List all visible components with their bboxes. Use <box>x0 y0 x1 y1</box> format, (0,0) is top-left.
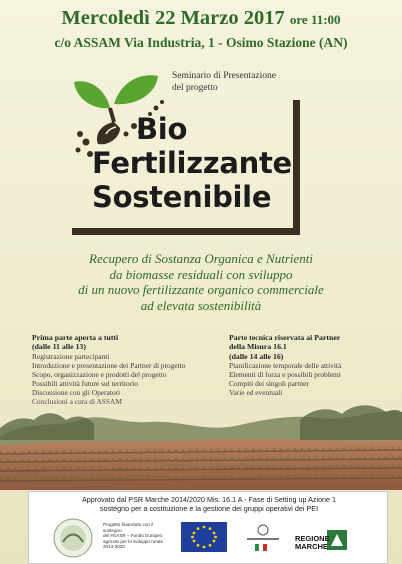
program-part-two-measure: della Misura 16.1 <box>229 342 287 352</box>
list-item: Scopo, organizzazione e prodotti del progetto <box>32 369 167 379</box>
seminar-caption <box>172 70 312 94</box>
eu-caption-line-2: del FEASR – Fondo Europeo <box>103 533 163 539</box>
seminar-line-1: Seminario di Presentazione <box>172 71 276 81</box>
list-item: Registrazione partecipanti <box>32 351 110 361</box>
ministry-emblem-icon <box>247 525 279 540</box>
program-part-one-hours: (dalle 11 alle 13) <box>32 342 86 352</box>
approval-box <box>28 491 388 564</box>
regione-marche-label <box>295 535 351 551</box>
regione-line-2: MARCHE <box>295 542 328 551</box>
event-date: Mercoledì 22 Marzo 2017 <box>61 7 285 29</box>
event-date-line <box>0 6 402 32</box>
subtitle-line-3: di un nuovo fertilizzante organico commerciale <box>78 282 324 297</box>
subtitle-line-1: Recupero di Sostanza Organica e Nutrienti <box>89 251 313 266</box>
program-part-one-heading: Prima parte aperta a tutti <box>32 333 119 342</box>
title-line-fertilizzante: Fertilizzante <box>92 146 292 180</box>
list-item: Pianificazione temporale delle attività <box>229 360 342 370</box>
program-part-two-heading: Parte tecnica riservata ai Partner <box>229 333 341 342</box>
program-part-two-hours: (dalle 14 alle 16) <box>229 351 284 361</box>
list-item: Compiti dei singoli partner <box>229 378 309 388</box>
eu-funding-caption <box>103 522 171 550</box>
project-title <box>92 112 312 214</box>
eu-caption-line-1: Progetto finanziato con il sostegno <box>103 522 154 533</box>
event-header <box>0 6 402 52</box>
project-subtitle <box>0 251 402 313</box>
subtitle-line-2: da biomasse residuali con sviluppo <box>109 266 293 282</box>
event-time: ore 11:00 <box>289 12 341 27</box>
vineyard-landscape <box>0 390 402 490</box>
psr-seal-icon <box>54 519 92 557</box>
regione-line-1: REGIONE <box>295 534 330 543</box>
title-line-sostenibile: Sostenibile <box>92 180 272 214</box>
approval-text <box>29 495 389 513</box>
event-venue: c/o ASSAM Via Industria, 1 - Osimo Stazione (AN) <box>54 35 348 50</box>
eu-caption-line-3: agricolo per lo sviluppo rurale <box>103 538 164 544</box>
subtitle-line-4: ad elevata sostenibilità <box>140 297 262 313</box>
list-item: Introduzione e presentazione dei Partner di progetto <box>32 360 186 370</box>
italy-flag-icon <box>255 544 267 551</box>
eu-caption-line-4: 2014-2020 <box>103 544 125 550</box>
program-part-two <box>229 333 399 397</box>
approval-line-2: sostegno per a costituzione e la gestione dei gruppi operativi dei PEI <box>99 504 319 513</box>
list-item: Possibili attività future sul territorio <box>32 378 138 388</box>
seminar-line-2: del progetto <box>172 83 218 93</box>
list-item: Elementi di forza e possibili problemi <box>229 369 341 379</box>
eu-flag-icon <box>181 522 227 552</box>
approval-line-1: Approvato dal PSR Marche 2014/2020 Mis. 16.1 A - Fase di Setting up Azione 1 <box>81 495 337 504</box>
title-line-bio: Bio <box>136 112 188 146</box>
